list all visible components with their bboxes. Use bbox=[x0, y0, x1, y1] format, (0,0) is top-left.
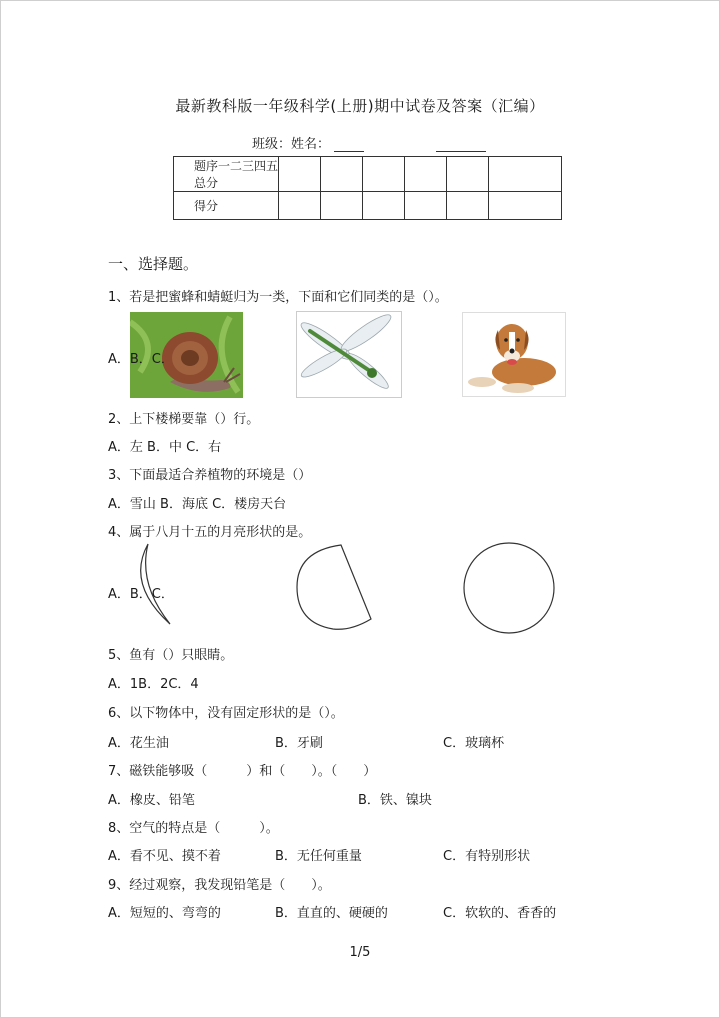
number-blank[interactable] bbox=[436, 137, 486, 152]
score-table bbox=[173, 156, 562, 220]
score-input-cell[interactable] bbox=[279, 192, 321, 220]
score-cell bbox=[279, 157, 321, 192]
score-cell bbox=[363, 157, 405, 192]
question-9-option-b[interactable]: B．直直的、硬硬的 bbox=[275, 906, 388, 921]
question-3-options: A．雪山 B．海底 C．楼房天台 bbox=[108, 497, 287, 512]
question-7-stem: 7、磁铁能够吸（ ）和（ ）。（ ） bbox=[108, 764, 377, 779]
score-input-cell[interactable] bbox=[447, 192, 489, 220]
question-3-stem: 3、下面最适合养植物的环境是（） bbox=[108, 468, 312, 483]
question-4-options: A．B．C． bbox=[108, 587, 174, 602]
score-table-header-row bbox=[174, 157, 562, 192]
score-cell bbox=[447, 157, 489, 192]
question-5-options: A．1B．2C．4 bbox=[108, 677, 199, 692]
full-moon-icon[interactable] bbox=[460, 541, 558, 635]
dog-image[interactable] bbox=[462, 312, 566, 397]
question-9-option-a[interactable]: A．短短的、弯弯的 bbox=[108, 906, 221, 921]
half-moon-icon[interactable] bbox=[295, 541, 375, 631]
question-6-option-b[interactable]: B．牙刷 bbox=[275, 736, 323, 751]
dragonfly-image[interactable] bbox=[296, 311, 402, 398]
question-7-option-a[interactable]: A．橡皮、铅笔 bbox=[108, 793, 195, 808]
score-input-cell[interactable] bbox=[405, 192, 447, 220]
question-5-stem: 5、鱼有（）只眼睛。 bbox=[108, 648, 234, 663]
score-table-header-label: 题序一二三四五总分 bbox=[174, 157, 279, 192]
score-cell bbox=[489, 157, 562, 192]
question-8-option-a[interactable]: A．看不见、摸不着 bbox=[108, 849, 221, 864]
score-input-cell[interactable] bbox=[489, 192, 562, 220]
class-name-line bbox=[252, 133, 486, 152]
section-title: 一、选择题。 bbox=[108, 255, 199, 273]
question-2-stem: 2、上下楼梯要靠（）行。 bbox=[108, 412, 260, 427]
score-cell bbox=[405, 157, 447, 192]
question-1-stem: 1、若是把蜜蜂和蜻蜓归为一类，下面和它们同类的是（）。 bbox=[108, 290, 448, 305]
question-9-stem: 9、经过观察，我发现铅笔是（ ）。 bbox=[108, 878, 331, 893]
name-blank[interactable] bbox=[334, 137, 364, 152]
score-cell bbox=[321, 157, 363, 192]
page-title: 最新教科版一年级科学(上册)期中试卷及答案（汇编） bbox=[175, 97, 545, 115]
question-6-stem: 6、以下物体中，没有固定形状的是（）。 bbox=[108, 706, 344, 721]
question-1-options: A．B．C． bbox=[108, 352, 174, 367]
question-8-option-c[interactable]: C．有特别形状 bbox=[443, 849, 531, 864]
score-input-cell[interactable] bbox=[321, 192, 363, 220]
question-2-options: A．左 B．中 C．右 bbox=[108, 440, 222, 455]
question-6-option-c[interactable]: C．玻璃杯 bbox=[443, 736, 505, 751]
score-row-label: 得分 bbox=[174, 192, 279, 220]
question-4-stem: 4、属于八月十五的月亮形状的是。 bbox=[108, 525, 312, 540]
class-name-label: 班级：姓名： bbox=[252, 137, 331, 152]
question-8-stem: 8、空气的特点是（ ）。 bbox=[108, 821, 279, 836]
score-table-score-row bbox=[174, 192, 562, 220]
score-input-cell[interactable] bbox=[363, 192, 405, 220]
question-8-option-b[interactable]: B．无任何重量 bbox=[275, 849, 362, 864]
page-number: 1/5 bbox=[349, 945, 371, 960]
question-6-option-a[interactable]: A．花生油 bbox=[108, 736, 169, 751]
question-9-option-c[interactable]: C．软软的、香香的 bbox=[443, 906, 557, 921]
question-7-option-b[interactable]: B．铁、镍块 bbox=[358, 793, 432, 808]
